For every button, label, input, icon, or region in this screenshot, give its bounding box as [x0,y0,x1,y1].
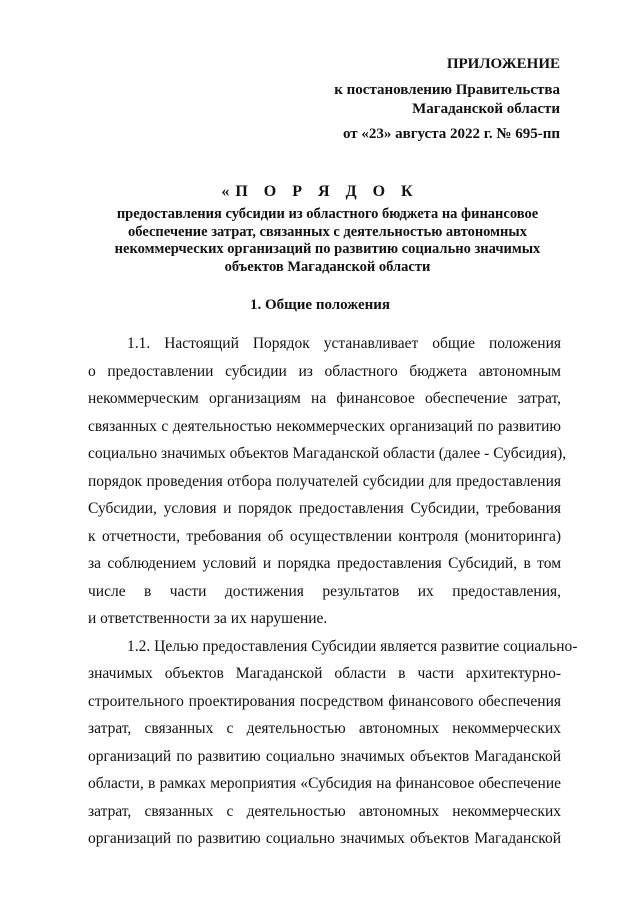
paragraph-line: значимых объектов Магаданской области в части архитектурно- [88,665,561,682]
section-heading: 1. Общие положения [249,297,391,313]
paragraph-line: затрат, связанных с деятельностью автономных некоммерческих [88,802,561,820]
paragraph-line: к отчетности, требования об осуществлении контроля (мониторинга) [88,527,561,545]
subtitle-line: предоставления субсидии из областного бюджета на финансовое [116,206,539,222]
paragraph-1-1 [88,330,567,633]
appendix-region-line: Магаданской области [412,101,560,117]
appendix-heading: ПРИЛОЖЕНИЕ [446,56,560,72]
document-body [88,330,578,853]
appendix-resolution-line: к постановлению Правительства [334,82,560,98]
paragraph-line: строительного проектирования посредством финансового обеспечения [88,692,561,710]
paragraph-1-2 [88,633,578,853]
paragraph-line: области, в рамках мероприятия «Субсидия на финансовое обеспечение [88,775,561,792]
subtitle-line: обеспечение затрат, связанных с деятельностью автономных [128,223,527,240]
paragraph-line: и ответственности за их нарушение. [88,610,328,627]
subtitle-line: некоммерческих организаций по развитию социально значимых [114,241,541,258]
paragraph-line: некоммерческим организациям на финансовое обеспечение затрат, [88,390,561,407]
document-title: «П О Р Я Д О К [221,183,419,200]
subtitle-line: объектов Магаданской области [224,258,431,275]
appendix-date-line: от «23» августа 2022 г. № 695-пп [342,126,560,142]
paragraph-line: Субсидии, условия и порядок предоставления Субсидии, требования [88,500,561,517]
paragraph-line: организаций по развитию социально значимых объектов Магаданской [88,830,561,847]
paragraph-line: числе в части достижения результатов их предоставления, [88,582,561,600]
paragraph-line: затрат, связанных с деятельностью автономных некоммерческих [88,720,561,737]
paragraph-line: социально значимых объектов Магаданской области (далее - Субсидия), [88,445,567,462]
document-subtitle [95,206,560,276]
paragraph-line: 1.1. Настоящий Порядок устанавливает общие положения [127,335,561,352]
paragraph-line: порядок проведения отбора получателей субсидии для предоставления [88,472,561,490]
paragraph-line: организаций по развитию социально значимых объектов Магаданской [88,747,561,765]
paragraph-line: связанных с деятельностью некоммерческих организаций по развитию [88,417,561,435]
paragraph-line: 1.2. Целью предоставления Субсидии является развитие социально- [127,637,578,655]
paragraph-line: за соблюдением условий и порядка предоставления Субсидий, в том [88,555,561,572]
paragraph-line: о предоставлении субсидии из областного бюджета автономным [88,362,561,380]
